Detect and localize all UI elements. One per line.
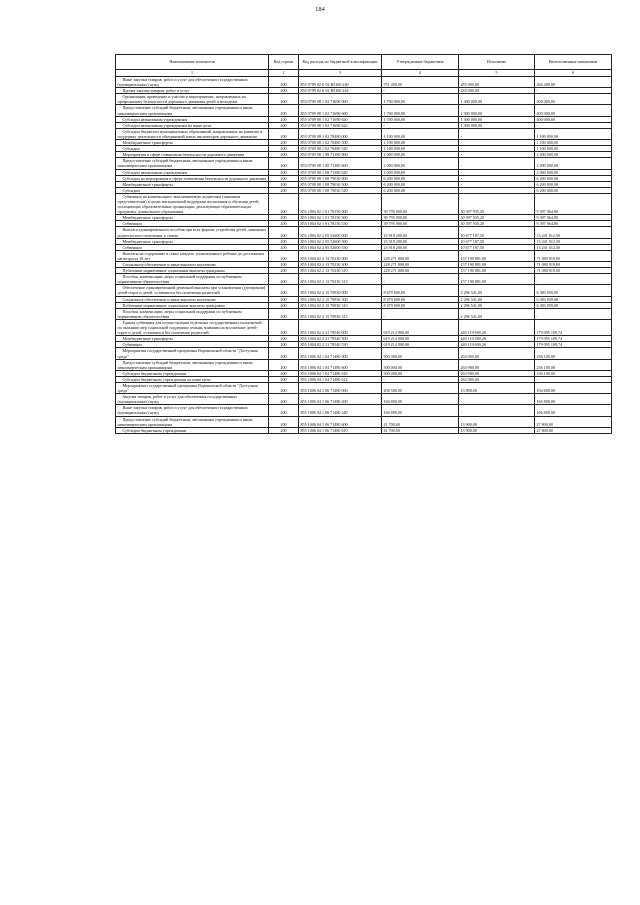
line-code: 200 [269,427,299,433]
executed-amount: 440 119 690,26 [459,319,535,335]
line-code: 200 [269,336,299,342]
line-code: 200 [269,181,299,187]
column-number-row [116,70,612,77]
executed-amount: 2 296 541,00 [459,308,535,319]
budget-code: 855 0709 08 1 02 78480 000 [299,128,382,139]
line-code: 200 [269,193,299,214]
indicator-name: Субвенции [116,221,269,227]
approved-amount: 619 214 800,00 [382,319,459,335]
budget-code: 855 1006 04 1 06 71480 240 [299,405,382,416]
budget-code: 855 1006 04 1 06 71480 610 [299,427,382,433]
approved-amount: 228 271 800,00 [382,250,459,261]
line-code: 200 [269,274,299,285]
executed-amount: 1 300 000,00 [459,116,535,122]
table-row [116,274,612,285]
approved-amount: 619 214 800,00 [382,342,459,348]
remaining-amount: 179 095 109,74 [535,336,612,342]
indicator-name: Публичные нормативные социальные выплаты гражданам [116,268,269,274]
header-budget-code: Код расхода по бюджетной классификации [299,55,382,70]
approved-amount: 166 800,00 [382,394,459,405]
executed-amount: 2 296 541,00 [459,302,535,308]
indicator-name: Мероприятия в сфере повышения безопасности дорожного движения [116,152,269,158]
indicator-name: Социальное обеспечение и иные выплаты населению [116,262,269,268]
executed-amount: - [459,405,535,416]
line-code: 200 [269,105,299,116]
approved-amount: 41 700,00 [382,416,459,427]
approved-amount: - [382,274,459,285]
remaining-amount: 13 241 012,50 [535,244,612,250]
budget-code: 855 0709 08 1 02 78480 500 [299,140,382,146]
remaining-amount: 6 383 059,00 [535,302,612,308]
executed-amount: 263 900,00 [459,376,535,382]
remaining-amount: - [535,376,612,382]
approved-amount: 2 000 000,00 [382,158,459,169]
approved-amount: 39 795 000,00 [382,215,459,221]
executed-amount: - [459,140,535,146]
budget-code: 855 1004 02 2 13 70230 310 [299,268,382,274]
remaining-amount: - [535,274,612,285]
budget-code: 855 1006 04 1 04 71480 612 [299,376,382,382]
budget-code: 855 0709 08 1 02 71690 600 [299,105,382,116]
header-executed: Исполнено [459,55,535,70]
budget-code: 855 0709 08 1 02 71690 620 [299,116,382,122]
approved-amount: - [382,308,459,319]
line-code: 200 [269,302,299,308]
indicator-name: Организация, проведение и участие в мероприятиях, направленных на профилактику безопасности дорожного движения детей и молодежи [116,94,269,105]
budget-code: 855 1004 02 2 05 52600 500 [299,238,382,244]
executed-amount: 263 900,00 [459,348,535,359]
line-code: 200 [269,77,299,88]
indicator-name: Пособия, компенсации, меры социальной поддержки по публичным нормативным обязательствам [116,274,269,285]
table-row [116,193,612,214]
indicator-name: Предоставление субсидий бюджетным, автономным учреждениям и иным некоммерческим организациям [116,416,269,427]
executed-amount: 10 677 187,50 [459,238,535,244]
line-code: 200 [269,238,299,244]
column-number: 5 [459,70,535,77]
executed-amount: - [459,181,535,187]
executed-amount: 2 296 541,00 [459,285,535,296]
column-number: 1 [116,70,269,77]
budget-code: 855 1004 02 2 21 78540 530 [299,342,382,348]
indicator-name: Пособия, компенсации, меры социальной поддержки по публичным нормативным обязательствам [116,308,269,319]
indicator-name: Обеспечение единовременной денежной выплаты при усыновлении (удочерении) детей-сирот и детей, оставшихся без попечения родителей [116,285,269,296]
remaining-amount: 9 397 064,80 [535,193,612,214]
budget-code: 855 0709 08 1 08 71380 600 [299,158,382,169]
line-code: 200 [269,146,299,152]
executed-amount: 30 397 935,20 [459,215,535,221]
executed-amount: 285 000,00 [459,77,535,88]
remaining-amount: 2 000 000,00 [535,158,612,169]
approved-amount: 8 679 600,00 [382,302,459,308]
remaining-amount: - [535,122,612,128]
table-row [116,158,612,169]
indicator-name: Субвенции [116,244,269,250]
indicator-name: Закупка товаров, работ и услуг для обеспечения государственных (муниципальных) нужд [116,394,269,405]
executed-amount: 2 296 541,00 [459,296,535,302]
remaining-amount: 466 400,00 [535,77,612,88]
remaining-amount: 1 100 000,00 [535,146,612,152]
indicator-name: Мероприятия государственной программы Воронежской области "Доступная среда" [116,348,269,359]
line-code: 200 [269,88,299,94]
executed-amount: - [459,146,535,152]
budget-code: 855 0709 08 1 02 71690 622 [299,122,382,128]
line-code: 200 [269,285,299,296]
table-row [116,405,612,416]
remaining-amount: 166 800,00 [535,394,612,405]
budget-code: 855 1004 02 1 01 78150 000 [299,193,382,214]
approved-amount: 1 700 000,00 [382,105,459,116]
remaining-amount: 1 100 000,00 [535,128,612,139]
approved-amount: 6 200 000,00 [382,181,459,187]
indicator-name: Предоставление субсидий бюджетным, автономным учреждениям и иным некоммерческим организациям [116,359,269,370]
indicator-name: Субсидии [116,187,269,193]
column-number: 3 [299,70,382,77]
approved-amount: 41 700,00 [382,427,459,433]
executed-amount: 263 900,00 [459,359,535,370]
executed-amount: - [459,169,535,175]
approved-amount: 500 000,00 [382,359,459,370]
indicator-name: Субсидии бюджетным учреждениям [116,427,269,433]
line-code: 200 [269,416,299,427]
budget-code: 855 1004 02 2 15 70930 300 [299,296,382,302]
executed-amount: 10 677 187,50 [459,244,535,250]
budget-code: 855 0709 08 1 02 71690 000 [299,94,382,105]
budget-code: 855 1006 04 1 04 71480 000 [299,348,382,359]
line-code: 200 [269,405,299,416]
table-row [116,128,612,139]
indicator-name: Субсидии [116,146,269,152]
remaining-amount: 2 000 000,00 [535,152,612,158]
executed-amount: - [459,175,535,181]
table-row [116,382,612,393]
line-code: 200 [269,94,299,105]
approved-amount: 23 918 200,00 [382,227,459,238]
line-code: 200 [269,215,299,221]
remaining-amount: 71 080 919,00 [535,262,612,268]
approved-amount: 166 800,00 [382,405,459,416]
line-code: 200 [269,308,299,319]
indicator-name: Субвенции на компенсацию, выплачиваемую родителям (законным представителям) в целях материальной поддержки воспитания и обучения детей, посещающих образовательные организации, реализующие образовательную программу дошкольного образования [116,193,269,214]
remaining-amount: 71 080 919,00 [535,250,612,261]
line-code: 200 [269,262,299,268]
executed-amount: 1 300 000,00 [459,94,535,105]
approved-amount: 1 100 000,00 [382,146,459,152]
indicator-name: Межбюджетные трансферты [116,336,269,342]
indicator-name: Межбюджетные трансферты [116,181,269,187]
remaining-amount: 13 241 012,50 [535,227,612,238]
line-code: 200 [269,158,299,169]
indicator-name: Межбюджетные трансферты [116,140,269,146]
indicator-name: Субсидии автономным учреждениям [116,169,269,175]
remaining-amount: 9 397 064,80 [535,215,612,221]
executed-amount: 157 190 881,00 [459,250,535,261]
table-row [116,94,612,105]
budget-code: 855 1006 04 1 06 71480 000 [299,382,382,393]
indicator-name: Единая субвенция для осуществления отдельных государственных полномочий по оказанию мер социальной поддержки семьям, взявшим на воспитание детей-сирот и детей, оставшихся без попечения родителей [116,319,269,335]
table-row [116,227,612,238]
line-code: 200 [269,382,299,393]
table-row [116,250,612,261]
line-code: 200 [269,152,299,158]
budget-code: 855 1004 02 2 21 78540 000 [299,319,382,335]
indicator-name: Публичные нормативные социальные выплаты гражданам [116,302,269,308]
remaining-amount: 6 383 059,00 [535,285,612,296]
table-header-row [116,55,612,70]
approved-amount: 6 200 000,00 [382,175,459,181]
remaining-amount: 194 600,00 [535,382,612,393]
remaining-amount: - [535,308,612,319]
executed-amount: 13 900,00 [459,416,535,427]
table-row [116,319,612,335]
indicator-name: Иные закупки товаров, работ и услуг для обеспечения государственных (муниципальных) нужд [116,77,269,88]
budget-code: 855 1006 04 1 06 71480 600 [299,416,382,427]
executed-amount: 1 300 000,00 [459,122,535,128]
budget-code: 855 1004 02 2 13 70230 300 [299,262,382,268]
budget-execution-table [115,54,612,434]
executed-amount: - [459,128,535,139]
remaining-amount: 400 000,00 [535,94,612,105]
remaining-amount: 236 100,00 [535,348,612,359]
line-code: 200 [269,370,299,376]
remaining-amount: 400 000,00 [535,116,612,122]
line-code: 200 [269,319,299,335]
executed-amount: 10 677 187,50 [459,227,535,238]
indicator-name: Межбюджетные трансферты [116,215,269,221]
executed-amount: 440 119 690,26 [459,342,535,348]
indicator-name: Субвенции [116,342,269,348]
table-row [116,105,612,116]
remaining-amount: 6 383 059,00 [535,296,612,302]
indicator-name: Выплаты на содержание в семье каждого усыновленного ребенка до достижения им возраста 18 лет [116,250,269,261]
indicator-name: Иные закупки товаров, работ и услуг для обеспечения государственных (муниципальных) нужд [116,405,269,416]
indicator-name: Прочая закупка товаров, работ и услуг [116,88,269,94]
header-line-code: Код строки [269,55,299,70]
budget-code: 855 0709 08 1 08 79030 520 [299,187,382,193]
budget-code: 855 0709 08 1 08 79030 000 [299,175,382,181]
header-indicator-name: Наименование показателя [116,55,269,70]
line-code: 200 [269,359,299,370]
approved-amount: 2 000 000,00 [382,152,459,158]
budget-code: 855 1004 02 2 05 52600 000 [299,227,382,238]
remaining-amount: 166 800,00 [535,405,612,416]
approved-amount: 6 200 000,00 [382,187,459,193]
executed-amount: 440 119 690,26 [459,336,535,342]
column-number: 2 [269,70,299,77]
indicator-name: Субсидии бюджетным учреждениям на иные цели [116,376,269,382]
remaining-amount: 71 080 919,00 [535,268,612,274]
remaining-amount: 236 100,00 [535,359,612,370]
line-code: 200 [269,169,299,175]
indicator-name: Субсидии на мероприятия в сфере повышения безопасности дорожного движения [116,175,269,181]
approved-amount: 8 679 600,00 [382,296,459,302]
approved-amount: 1 700 000,00 [382,94,459,105]
indicator-name: Социальное обеспечение и иные выплаты населению [116,296,269,302]
executed-amount: 157 190 881,00 [459,268,535,274]
approved-amount: 500 000,00 [382,348,459,359]
table-row [116,348,612,359]
table-row [116,416,612,427]
remaining-amount: 179 095 109,74 [535,342,612,348]
approved-amount: 619 214 800,00 [382,336,459,342]
line-code: 200 [269,175,299,181]
line-code: 200 [269,187,299,193]
indicator-name: Предоставление субсидий бюджетным, автономным учреждениям и иным некоммерческим организациям [116,158,269,169]
approved-amount: 1 100 000,00 [382,140,459,146]
executed-amount: - [459,187,535,193]
executed-amount: 30 397 935,20 [459,221,535,227]
executed-amount: 30 397 935,20 [459,193,535,214]
indicator-name: Предоставление субсидий бюджетным, автономным учреждениям и иным некоммерческим организациям [116,105,269,116]
approved-amount: - [382,122,459,128]
budget-code: 855 1004 02 1 01 78150 500 [299,215,382,221]
approved-amount: 2 000 000,00 [382,169,459,175]
line-code: 200 [269,140,299,146]
remaining-amount: - [535,88,612,94]
budget-code: 855 1004 02 2 13 70230 000 [299,250,382,261]
budget-code: 855 1004 02 2 15 70930 313 [299,308,382,319]
executed-amount: 13 900,00 [459,382,535,393]
line-code: 200 [269,122,299,128]
remaining-amount: 6 200 000,00 [535,187,612,193]
header-approved: Утвержденные бюджетные [382,55,459,70]
executed-amount: - [459,152,535,158]
approved-amount: 8 679 600,00 [382,285,459,296]
indicator-name: Субсидии бюджетным учреждениям [116,370,269,376]
indicator-name: Выплата единовременного пособия при всех формах устройства детей, лишенных родительского попечения, в семью [116,227,269,238]
budget-code: 855 0709 02 Б 02 R5160 244 [299,88,382,94]
budget-code: 855 1006 04 1 04 71480 600 [299,359,382,370]
line-code: 200 [269,342,299,348]
approved-amount: 1 700 000,00 [382,116,459,122]
remaining-amount: 6 200 000,00 [535,175,612,181]
executed-amount: - [459,394,535,405]
budget-code: 855 1004 02 2 05 52600 530 [299,244,382,250]
remaining-amount: 400 000,00 [535,105,612,116]
budget-code: 855 0709 08 1 08 71380 620 [299,169,382,175]
page-number: 184 [315,6,325,13]
executed-amount: 157 190 881,00 [459,262,535,268]
column-number: 4 [382,70,459,77]
budget-code: 855 1004 02 2 15 70930 310 [299,302,382,308]
budget-code: 855 1004 02 2 21 78540 500 [299,336,382,342]
table-row [116,285,612,296]
remaining-amount: 2 000 000,00 [535,169,612,175]
approved-amount: - [382,376,459,382]
remaining-amount: 1 100 000,00 [535,140,612,146]
line-code: 200 [269,376,299,382]
remaining-amount: 27 800,00 [535,416,612,427]
table-row [116,308,612,319]
line-code: 200 [269,250,299,261]
remaining-amount: 6 200 000,00 [535,181,612,187]
approved-amount: 39 795 000,00 [382,193,459,214]
table-row [116,77,612,88]
budget-code: 855 1004 02 2 13 70230 313 [299,274,382,285]
remaining-amount: 179 095 109,74 [535,319,612,335]
executed-amount: 263 900,00 [459,370,535,376]
indicator-name: Мероприятия государственной программы Воронежской области "Доступная среда" [116,382,269,393]
column-number: 6 [535,70,612,77]
indicator-name: Межбюджетные трансферты [116,238,269,244]
remaining-amount: 27 800,00 [535,427,612,433]
executed-amount: 157 190 881,00 [459,274,535,285]
budget-code: 855 0709 02 Б 02 R5160 240 [299,77,382,88]
approved-amount: 228 271 800,00 [382,268,459,274]
budget-code: 855 1004 02 1 01 78150 530 [299,221,382,227]
budget-code: 855 0709 08 1 08 71380 000 [299,152,382,158]
executed-amount: 13 900,00 [459,427,535,433]
table-row [116,394,612,405]
line-code: 200 [269,116,299,122]
line-code: 200 [269,394,299,405]
budget-code: 855 0709 08 1 02 78480 520 [299,146,382,152]
approved-amount: 500 000,00 [382,370,459,376]
line-code: 200 [269,227,299,238]
executed-amount: - [459,158,535,169]
line-code: 200 [269,268,299,274]
table-row [116,427,612,433]
approved-amount: 39 795 000,00 [382,221,459,227]
approved-amount: 23 918 200,00 [382,244,459,250]
line-code: 200 [269,348,299,359]
line-code: 200 [269,221,299,227]
budget-code: 855 0709 08 1 08 79030 500 [299,181,382,187]
executed-amount: 1 300 000,00 [459,105,535,116]
approved-amount: - [382,88,459,94]
executed-amount: 285 000,00 [459,88,535,94]
indicator-name: Субсидии бюджетам муниципальных образований, направленные на развитие и поддержку деятельности объединений юных инспекторов дорожного движения [116,128,269,139]
remaining-amount: 9 397 064,80 [535,221,612,227]
budget-code: 855 1004 02 2 15 70930 000 [299,285,382,296]
remaining-amount: 236 100,00 [535,370,612,376]
indicator-name: Субсидии автономным учреждениям [116,116,269,122]
approved-amount: 228 271 800,00 [382,262,459,268]
approved-amount: 1 100 000,00 [382,128,459,139]
line-code: 200 [269,244,299,250]
table-row [116,359,612,370]
remaining-amount: 13 241 012,50 [535,238,612,244]
budget-code: 855 1006 04 1 06 71480 200 [299,394,382,405]
approved-amount: 208 500,00 [382,382,459,393]
line-code: 200 [269,296,299,302]
indicator-name: Субсидии автономным учреждениям на иные цели [116,122,269,128]
approved-amount: 23 918 200,00 [382,238,459,244]
budget-code: 855 1006 04 1 04 71480 610 [299,370,382,376]
line-code: 200 [269,128,299,139]
approved-amount: 751 400,00 [382,77,459,88]
header-remaining: Неисполненные назначения [535,55,612,70]
